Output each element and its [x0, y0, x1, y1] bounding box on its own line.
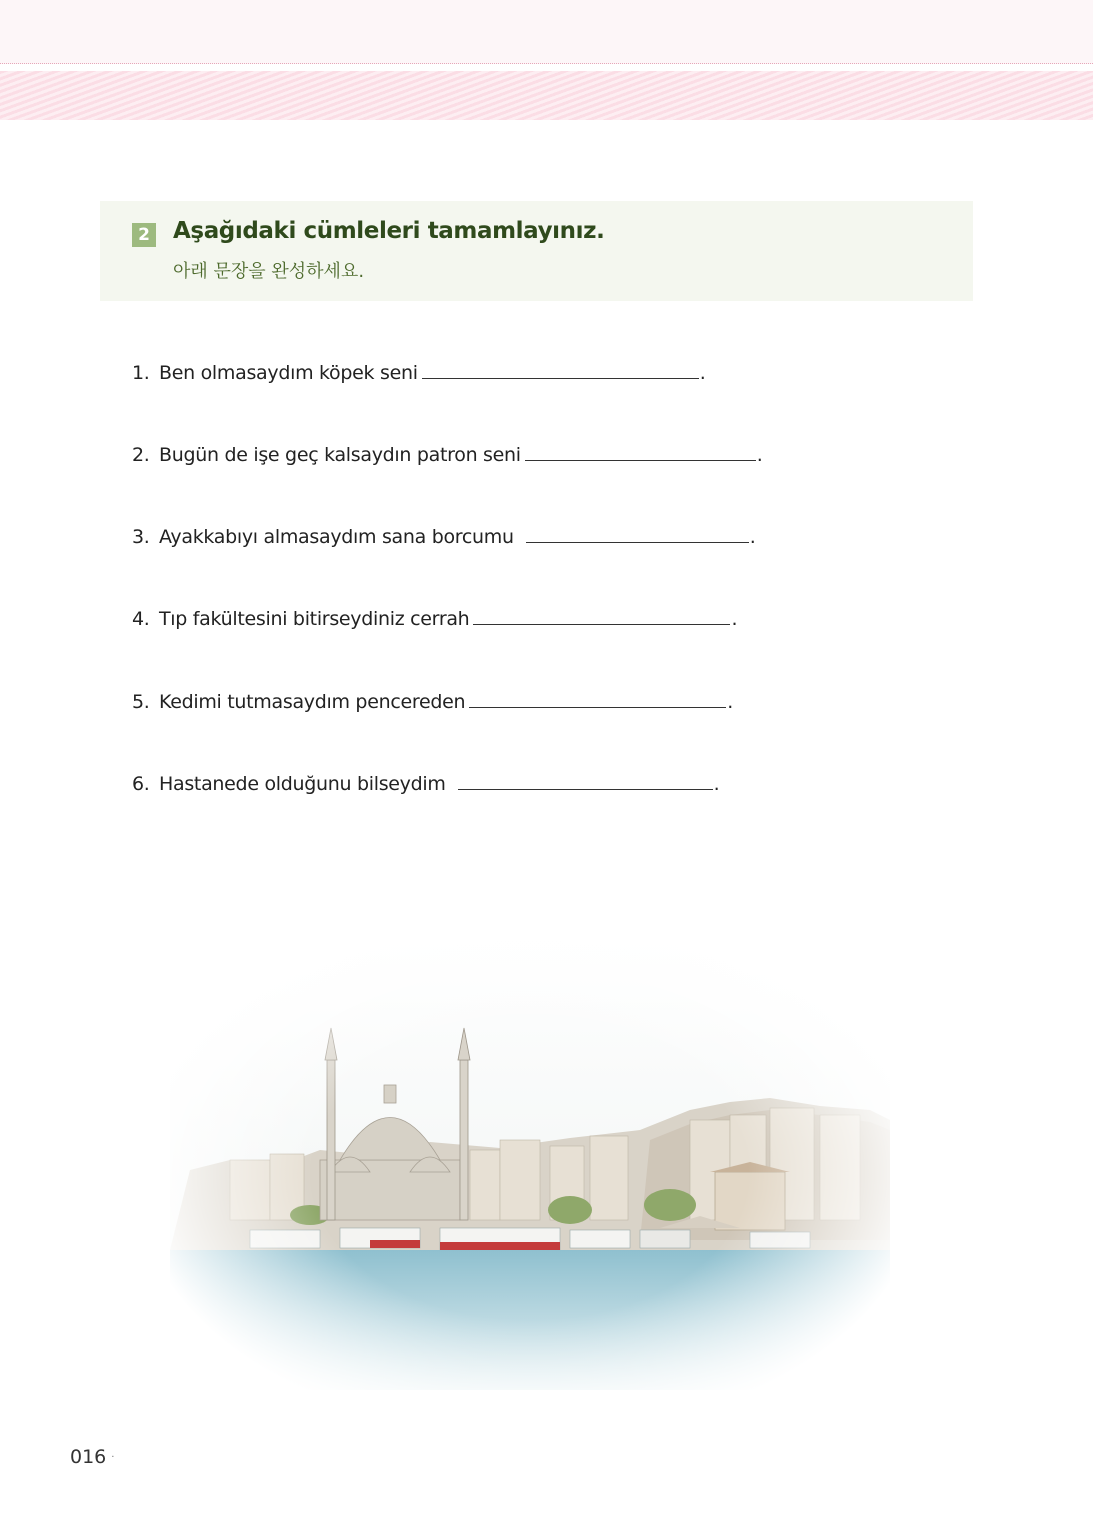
- question-text: Ben olmasaydım köpek seni: [159, 362, 418, 384]
- question-text: Ayakkabıyı almasaydım sana borcumu: [159, 526, 514, 548]
- answer-blank[interactable]: [525, 459, 756, 461]
- question-item: [132, 526, 756, 548]
- page-number-value: 016: [70, 1446, 107, 1468]
- question-number: 5.: [132, 691, 150, 713]
- istanbul-waterfront-illustration: [170, 910, 890, 1390]
- exercise-subtitle: 아래 문장을 완성하세요.: [173, 261, 365, 282]
- question-number: 4.: [132, 608, 150, 630]
- answer-blank[interactable]: [526, 541, 749, 543]
- question-text: Bugün de işe geç kalsaydın patron seni: [159, 444, 521, 466]
- question-end: .: [713, 773, 720, 795]
- question-item: [132, 444, 763, 466]
- page-number-dot: ·: [111, 1452, 115, 1463]
- header-stripe-band: [0, 71, 1093, 120]
- question-item: [132, 773, 719, 795]
- answer-blank[interactable]: [458, 788, 713, 790]
- exercise-title: Aşağıdaki cümleleri tamamlayınız.: [173, 218, 605, 244]
- answer-blank[interactable]: [469, 706, 726, 708]
- question-end: .: [727, 691, 733, 713]
- question-number: 3.: [132, 526, 150, 548]
- exercise-number-badge: 2: [132, 223, 156, 247]
- question-number: 6.: [132, 773, 150, 795]
- question-number: 1.: [132, 362, 150, 384]
- question-number: 2.: [132, 444, 150, 466]
- page-number: [70, 1446, 114, 1468]
- question-end: .: [756, 444, 763, 466]
- answer-blank[interactable]: [473, 623, 730, 625]
- question-end: .: [699, 362, 706, 384]
- exercise-instruction-box: [100, 201, 973, 301]
- question-end: .: [731, 608, 738, 630]
- question-text: Hastanede olduğunu bilseydim: [159, 773, 446, 795]
- question-item: [132, 691, 733, 713]
- header-dotted-divider: [0, 63, 1093, 64]
- answer-blank[interactable]: [422, 377, 699, 379]
- header-band: [0, 0, 1093, 64]
- question-text: Kedimi tutmasaydım pencereden: [159, 691, 466, 713]
- question-item: [132, 608, 737, 630]
- question-end: .: [749, 526, 756, 548]
- question-item: [132, 362, 705, 384]
- question-text: Tıp fakültesini bitirseydiniz cerrah: [159, 608, 470, 630]
